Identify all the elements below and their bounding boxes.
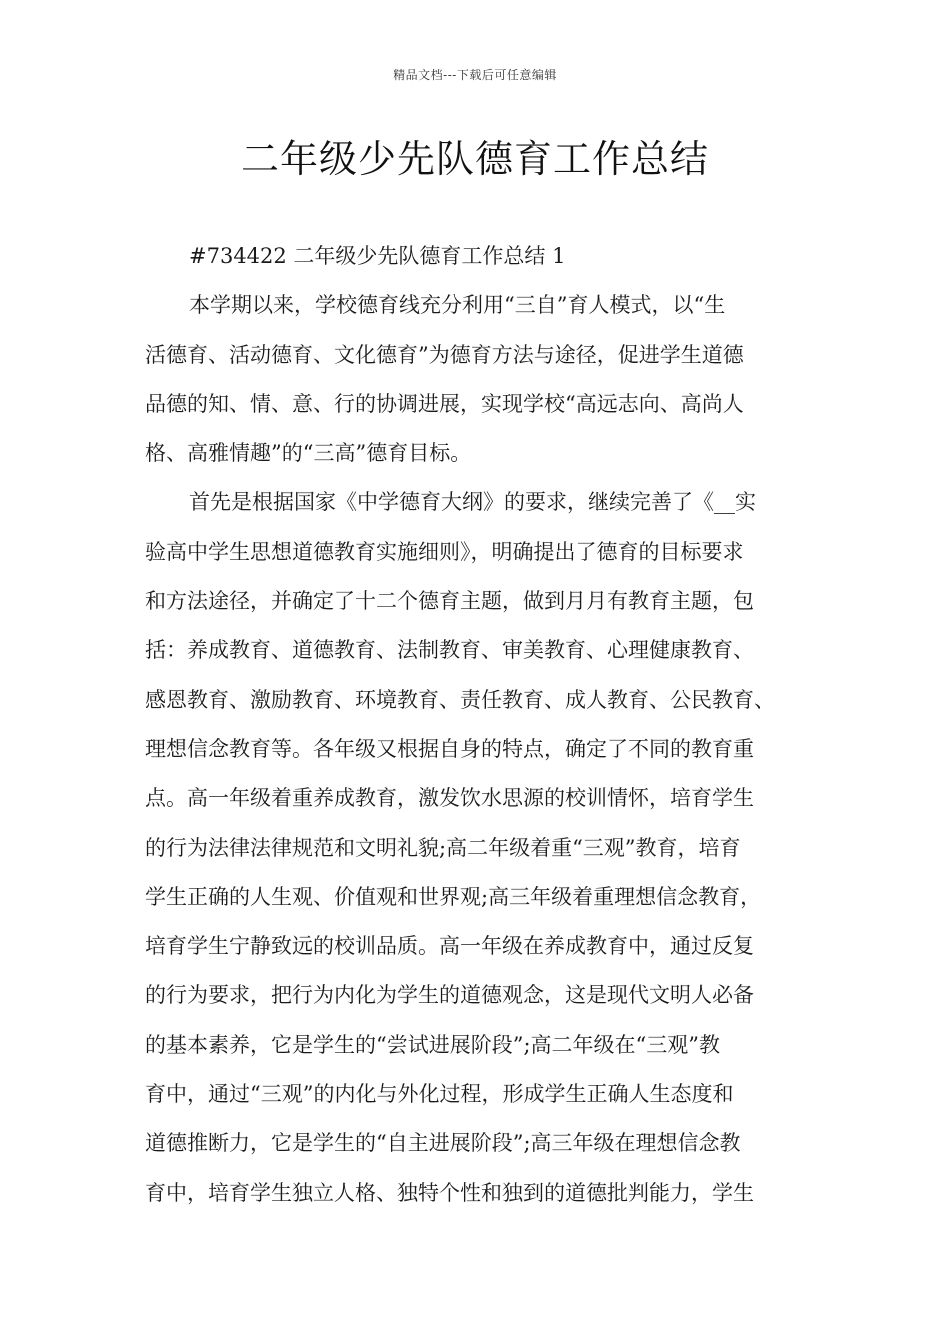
- body-line: 和方法途径，并确定了十二个德育主题，做到月月有教育主题，包: [145, 589, 754, 614]
- body-line: 理想信念教育等。各年级又根据自身的特点，确定了不同的教育重: [145, 736, 754, 761]
- body-line: 品德的知、情、意、行的协调进展，实现学校“高远志向、高尚人: [145, 391, 744, 416]
- body-line: 培育学生宁静致远的校训品质。高一年级在养成教育中，通过反复: [145, 934, 754, 959]
- body-line: 验高中学生思想道德教育实施细则》，明确提出了德育的目标要求: [145, 539, 744, 564]
- header-note: 精品文档---下载后可任意编辑: [393, 68, 557, 82]
- body-line: 育中，培育学生独立人格、独特个性和独到的道德批判能力，学生: [145, 1180, 754, 1205]
- body-line: 的行为法律法律规范和文明礼貌;高二年级着重“三观”教育，培育: [145, 835, 741, 860]
- body-line: 的行为要求，把行为内化为学生的道德观念，这是现代文明人必备: [145, 983, 754, 1008]
- body-line: 点。高一年级着重养成教育，激发饮水思源的校训情怀，培育学生: [145, 786, 754, 811]
- body-line: 育中，通过“三观”的内化与外化过程，形成学生正确人生态度和: [145, 1082, 734, 1107]
- body-line: 首先是根据国家《中学德育大纲》的要求，继续完善了《__实: [189, 490, 756, 515]
- body-line: 学生正确的人生观、价值观和世界观;高三年级着重理想信念教育，: [145, 884, 762, 909]
- body-line: 本学期以来，学校德育线充分利用“三自”育人模式，以“生: [189, 293, 726, 318]
- body-line: 括：养成教育、道德教育、法制教育、审美教育、心理健康教育、: [145, 638, 754, 663]
- document-body: [145, 232, 835, 1218]
- body-line: #734422 二年级少先队德育工作总结 1: [189, 244, 566, 268]
- document-title: 二年级少先队德育工作总结: [240, 137, 709, 181]
- body-line: 的基本素养，它是学生的“尝试进展阶段”;高二年级在“三观”教: [145, 1032, 721, 1057]
- body-line: 格、高雅情趣”的“三高”德育目标。: [145, 441, 472, 466]
- body-line: 感恩教育、激励教育、环境教育、责任教育、成人教育、公民教育、: [145, 687, 775, 712]
- body-line: 活德育、活动德育、文化德育”为德育方法与途径，促进学生道德: [145, 342, 744, 367]
- body-line: 道德推断力，它是学生的“自主进展阶段”;高三年级在理想信念教: [145, 1131, 741, 1156]
